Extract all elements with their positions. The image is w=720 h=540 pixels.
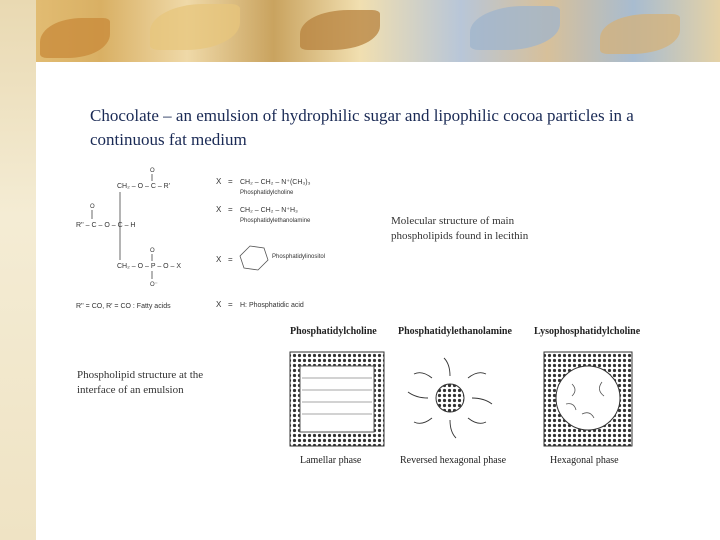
backbone-o-bot: O xyxy=(150,248,155,254)
phase-diagrams-figure xyxy=(282,324,642,472)
glycerol-backbone xyxy=(76,168,181,310)
caption-molecular-structure: Molecular structure of main phospholipids found in lecithin xyxy=(391,215,529,242)
phase-label-hexagonal: Hexagonal phase xyxy=(550,455,619,466)
x-label-4: X xyxy=(216,300,222,309)
leaf-decoration xyxy=(40,18,110,58)
x-label-3: X xyxy=(216,255,222,264)
leaf-decoration xyxy=(600,14,680,54)
phase-diagrams xyxy=(282,338,642,458)
phase-label-lamellar: Lamellar phase xyxy=(300,455,362,466)
decorative-banner xyxy=(0,0,720,62)
header-phosphatidylcholine: Phosphatidylcholine xyxy=(290,326,377,337)
phase-label-reversed-hexagonal: Reversed hexagonal phase xyxy=(400,455,507,466)
reversed-hexagonal-phase-diagram xyxy=(408,358,492,438)
backbone-o-top: O xyxy=(150,168,155,174)
molecular-structure-figure xyxy=(72,162,390,314)
backbone-o-mid: O xyxy=(90,204,95,210)
x-label-1: X xyxy=(216,177,222,186)
backbone-mid: R'' – C – O – C – H xyxy=(76,222,136,229)
headgroup-list xyxy=(216,177,325,309)
name-choline: Phosphatidylcholine xyxy=(240,190,294,196)
caption-interface: Phospholipid structure at the interface of an emulsion xyxy=(77,369,204,396)
backbone-top: CH₂ – O – C – R' xyxy=(117,183,171,190)
backbone-o-minus: O⁻ xyxy=(150,282,158,288)
eq-3: = xyxy=(228,255,233,264)
headgroup-choline: CH₂ – CH₂ – N⁺(CH₃)₃ xyxy=(240,179,311,186)
eq-4: = xyxy=(228,300,233,309)
header-phosphatidylethanolamine: Phosphatidylethanolamine xyxy=(398,326,512,337)
hexagonal-phase-diagram xyxy=(544,352,632,446)
headgroup-acid: H: Phosphatidic acid xyxy=(240,302,304,309)
name-inositol: Phosphatidylinositol xyxy=(272,254,326,260)
leaf-decoration xyxy=(470,6,560,50)
x-label-2: X xyxy=(216,205,222,214)
header-lysophosphatidylcholine: Lysophosphatidylcholine xyxy=(534,326,641,337)
decorative-left-stripe xyxy=(0,0,36,540)
leaf-decoration xyxy=(300,10,380,50)
inositol-ring-icon xyxy=(240,246,268,270)
slide-title: Chocolate – an emulsion of hydrophilic sugar and lipophilic cocoa particles in a continuous fat medium xyxy=(90,106,634,149)
fatty-acid-legend: R'' = CO, R' = CO : Fatty acids xyxy=(76,303,171,310)
eq-1: = xyxy=(228,177,233,186)
lamellar-phase-diagram xyxy=(290,352,384,446)
backbone-bot: CH₂ – O – P – O – X xyxy=(117,263,182,270)
molecular-structure-diagram xyxy=(72,162,390,314)
name-ethanolamine: Phosphatidylethanolamine xyxy=(240,218,311,224)
eq-2: = xyxy=(228,205,233,214)
headgroup-ethanolamine: CH₂ – CH₂ – N⁺H₃ xyxy=(240,207,298,214)
leaf-decoration xyxy=(150,4,240,50)
